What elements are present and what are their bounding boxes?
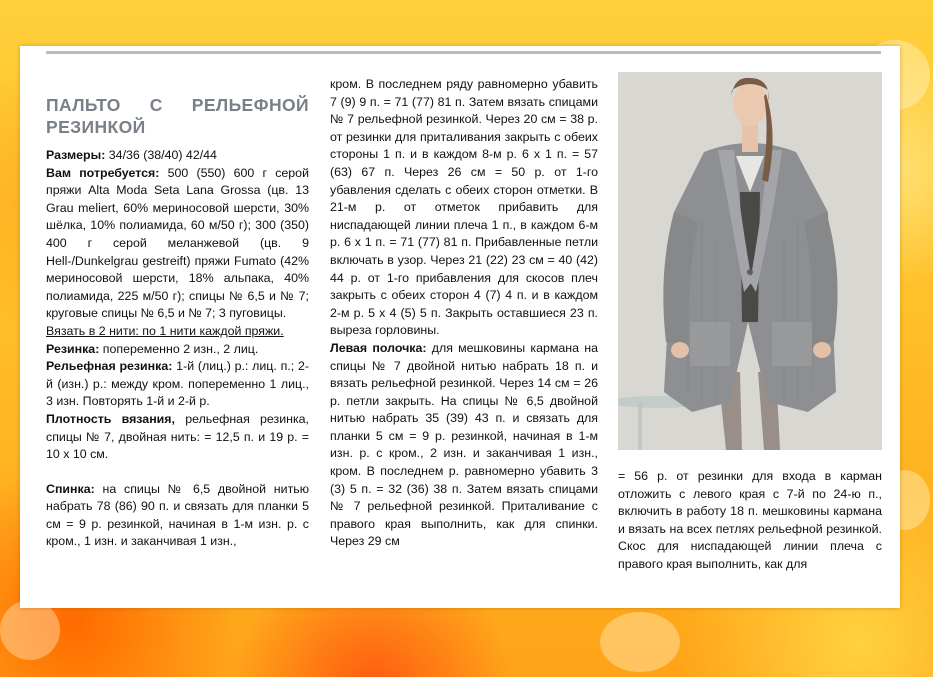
sizes-paragraph [46, 147, 309, 165]
relief-paragraph [46, 358, 309, 411]
materials-text: 500 (550) 600 г серой пряжи Alta Moda Seta Lana Grossa (цв. 13 Grau meliert, 60% мериносовой шерсти, 30% шёлка, 10% полиамида, 60 м/50 г); 300 (350) 400 г серой меланжевой (цв. 9 Hell-/Dunkelgrau gestreift) пряжи Fumato (42% мериносовой шерсти, 18% альпака, 40% полиамида, 225 м/50 г); спицы № 6,5 и № 7; круговые спицы № 6,5 и № 7; 3 пуговицы. [46, 165, 309, 321]
background-bokeh [0, 600, 60, 660]
back-label: Спинка: [46, 481, 95, 496]
materials-paragraph [46, 165, 309, 323]
left-front-paragraph [330, 340, 598, 551]
top-rule [46, 51, 881, 54]
rib-paragraph [46, 341, 309, 359]
left-front-label: Левая полочка: [330, 340, 427, 355]
column-2 [330, 76, 598, 551]
background-bokeh [600, 612, 680, 672]
density-paragraph [46, 411, 309, 464]
sizes-text: 34/36 (38/40) 42/44 [108, 148, 217, 162]
back-continued-paragraph: кром. В последнем ряду равномерно убавить 7 (9) 9 п. = 71 (77) 81 п. Затем вязать спицами № 7 рельефной резинкой. Через 20 см = 38 р. от резинки для приталивания закрыть с обеих стороны 1 п. и в каждом 8-м р. 6 х 1 п. = 57 (63) 67 п. Через 26 см = 50 р. от 1-го убавления сделать с обеих сторон отметки. В 21-м р. от отметок прибавить для ниспадающей линии плеча 1 п., в каждом 6-м р. 6 х 1 п. = 71 (77) 81 п. Прибавленные петли включать в узор. Через 21 (22) 23 см = 40 (42) 44 р. от 1-го прибавления для скосов плеч закрыть с обеих сторон 4 (7) 4 п. и в каждом 2-м р. 5 х 4 (5) 5 п. Закрыть оставшиеся 23 п. выреза горловины. [330, 77, 598, 338]
yarn-note: Вязать в 2 нити: по 1 нити каждой пряжи. [46, 323, 284, 338]
left-front-text: для мешковины кармана на спицы № 7 двойной нитью набрать 18 п. и вязать рельефной резинкой. Через 14 см = 26 р. петли закрыть. На спицы № 6,5 двойной нитью набрать 35 (39) 43 п. и связать для планки 5 см = 9 р. резинкой, начиная в 1-м изн. р. с кром., 2 изн. и заканчивая 1 изн., кром. В последнем р. равномерно убавить 3 (3) 5 п. = 32 (36) 38 п. Затем вязать спицами № 7 рельефной резинкой. Приталивание с правого края выполнить, как для спинки. Через 29 см [330, 340, 598, 549]
pattern-title: ПАЛЬТО С РЕЛЬЕФНОЙ РЕЗИНКОЙ [46, 95, 309, 137]
paragraph-gap [46, 464, 309, 481]
back-paragraph [46, 481, 309, 551]
pocket-paragraph: = 56 р. от резинки для входа в карман отложить с левого края с 7-й по 24-ю п., включить в работу 18 п. мешковины кармана и вязать на всех петлях рельефной резинкой. Скос для ниспадающей линии плеча с правого края выполнить, как для [618, 469, 882, 571]
materials-label: Вам потребуется: [46, 165, 160, 180]
model-illustration [618, 72, 882, 450]
rib-text: попеременно 2 изн., 2 лиц. [102, 341, 259, 356]
rib-label: Резинка: [46, 341, 100, 356]
density-text: рельефная резинка, спицы № 7, двойная нить: = 12,5 п. и 19 р. = 10 х 10 см. [46, 411, 309, 462]
model-photo [618, 72, 882, 450]
relief-text: 1-й (лиц.) р.: лиц. п.; 2-й (изн.) р.: между кром. попеременно 1 лиц., 3 изн. Повторять 1-й и 2-й р. [46, 359, 309, 409]
column-1 [46, 94, 309, 551]
relief-label: Рельефная резинка: [46, 359, 173, 374]
back-text: на спицы № 6,5 двойной нитью набрать 78 (86) 90 п. и связать для планки 5 см = 9 р. резинкой, начиная в 1-м изн. р. с кром., 1 изн. и заканчивая 1 изн., [46, 481, 309, 549]
column-3 [618, 468, 882, 574]
sizes-label: Размеры: [46, 148, 106, 162]
density-label: Плотность вязания, [46, 411, 175, 426]
magazine-page [20, 46, 900, 608]
